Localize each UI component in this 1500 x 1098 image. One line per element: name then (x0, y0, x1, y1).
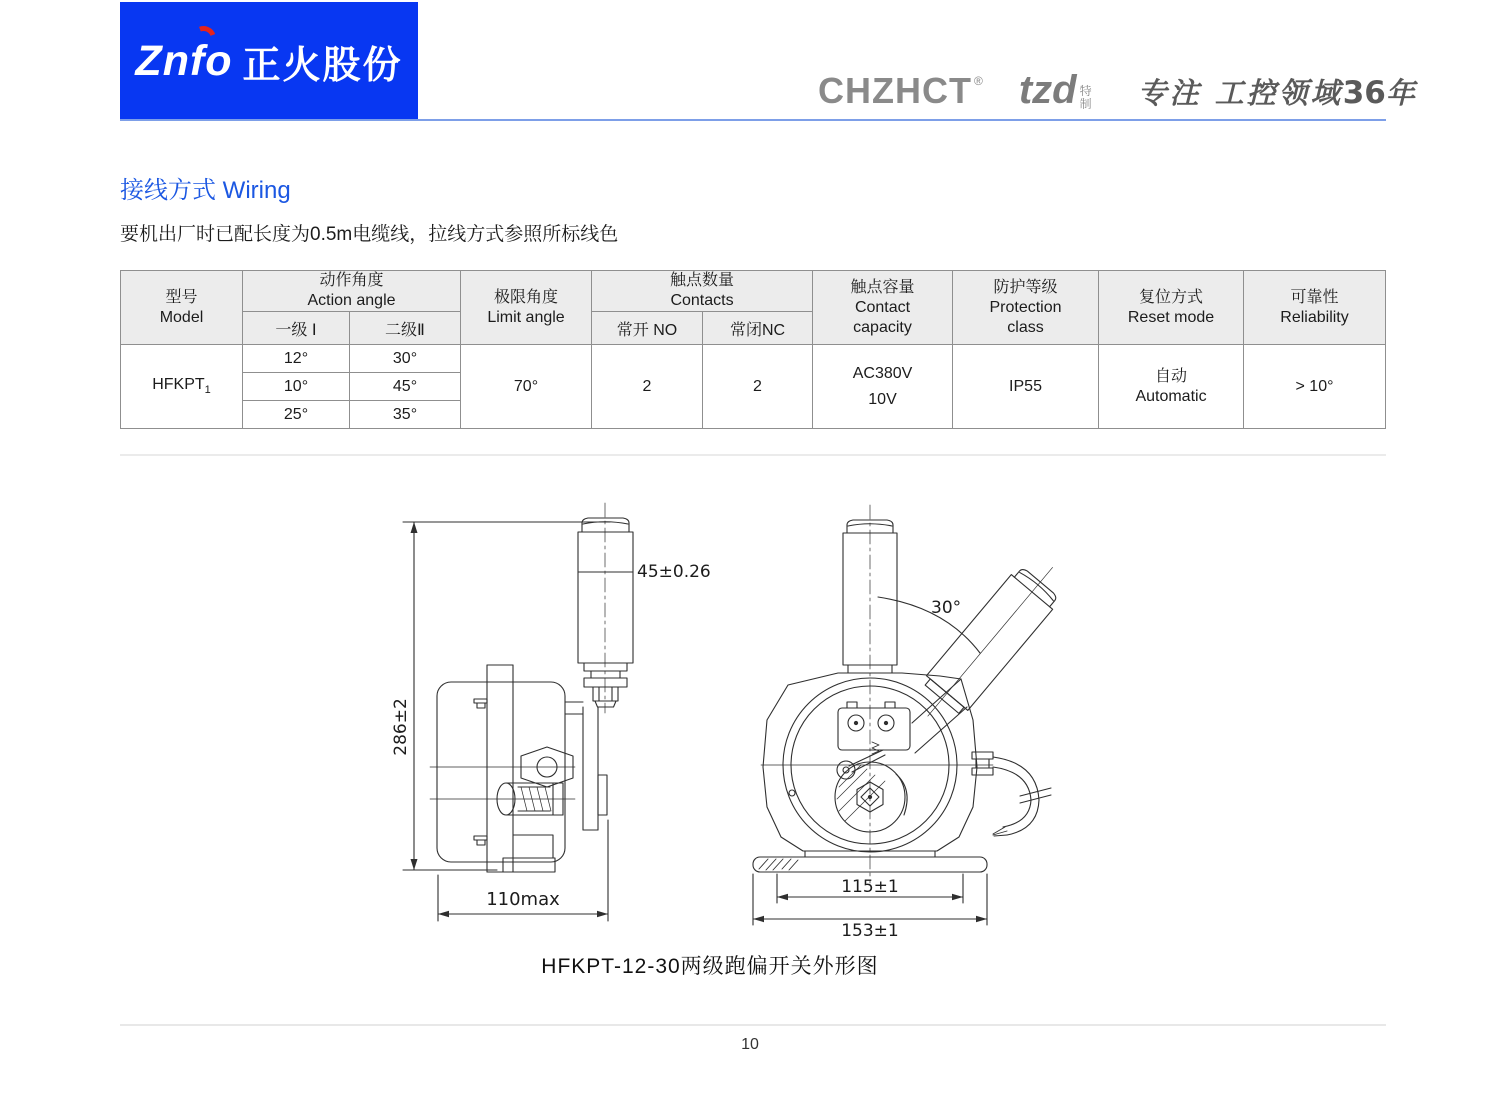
chzhct-wordmark: CHZHCT (818, 70, 972, 111)
front-view-drawing (735, 495, 1080, 940)
col-header-capacity: 触点容量 Contact capacity (813, 271, 953, 345)
cell-nc: 2 (703, 345, 813, 429)
section-note: 要机出厂时已配长度为0.5m电缆线，拉线方式参照所标线色 (120, 224, 619, 245)
header-divider (120, 119, 1386, 121)
footer-divider (120, 1024, 1386, 1026)
col-header-reliability: 可靠性 Reliability (1244, 271, 1386, 345)
col-header-model: 型号 Model (121, 271, 243, 345)
cell-limit: 70° (461, 345, 592, 429)
section-divider (120, 454, 1386, 456)
tzd-suffix-char-2: 制 (1079, 97, 1092, 111)
dim-label-roller: 45±0.26 (637, 562, 711, 582)
cell-capacity: AC380V 10V (813, 345, 953, 429)
col-header-level2: 二级Ⅱ (350, 312, 461, 345)
slogan-suffix: 年 (1385, 76, 1418, 110)
cell-reliability: > 10° (1244, 345, 1386, 429)
col-header-level1: 一级 Ⅰ (243, 312, 350, 345)
brand-latin-label: Znfo (135, 37, 233, 85)
company-slogan (1138, 71, 1418, 112)
col-header-nc: 常闭NC (703, 312, 813, 345)
cell-angle-2-2: 45° (350, 373, 461, 401)
cell-model: $HFKPT_1$ (121, 345, 243, 429)
col-header-reset: 复位方式 Reset mode (1099, 271, 1244, 345)
cell-reset: 自动 Automatic (1099, 345, 1244, 429)
cell-angle-3-2: 35° (350, 401, 461, 429)
table-row (121, 345, 1386, 373)
slogan-number: 36 (1342, 75, 1386, 111)
col-header-action-angle: 动作角度 Action angle (243, 271, 461, 312)
brand-latin-text (135, 37, 232, 86)
page-number: 10 (741, 1036, 759, 1053)
header-right-brands (818, 68, 1418, 119)
col-header-contacts: 触点数量 Contacts (592, 271, 813, 312)
cell-angle-3-1: 25° (243, 401, 350, 429)
cell-angle-1-2: 30° (350, 345, 461, 373)
cell-angle-2-1: 10° (243, 373, 350, 401)
section-title: 接线方式 Wiring (120, 177, 291, 204)
tzd-suffix (1080, 85, 1092, 111)
side-view-drawing (385, 495, 720, 940)
col-header-protection: 防护等级 Protection class (953, 271, 1099, 345)
tzd-suffix-char-1: 特 (1079, 84, 1092, 98)
tzd-wordmark: tzd (1018, 68, 1077, 112)
cell-protection: IP55 (953, 345, 1099, 429)
drawing-caption: HFKPT-12-30两级跑偏开关外形图 (541, 955, 879, 978)
slogan-prefix: 专注 工控领域 (1137, 76, 1343, 110)
registered-mark: ® (973, 74, 983, 88)
cell-no: 2 (592, 345, 703, 429)
brand-chinese-text: 正火股份 (242, 45, 403, 87)
dim-label-height: 286±2 (391, 698, 411, 756)
cell-angle-1-1: 12° (243, 345, 350, 373)
col-header-limit-angle: 极限角度 Limit angle (461, 271, 592, 345)
dim-label-base-outer: 153±1 (841, 921, 899, 940)
dim-label-width: 110max (486, 889, 560, 910)
dim-label-angle: 30° (931, 598, 962, 618)
col-header-no: 常开 NO (592, 312, 703, 345)
brand-logo (120, 2, 418, 121)
dim-label-base-inner: 115±1 (841, 877, 899, 897)
spec-table (120, 270, 1386, 429)
